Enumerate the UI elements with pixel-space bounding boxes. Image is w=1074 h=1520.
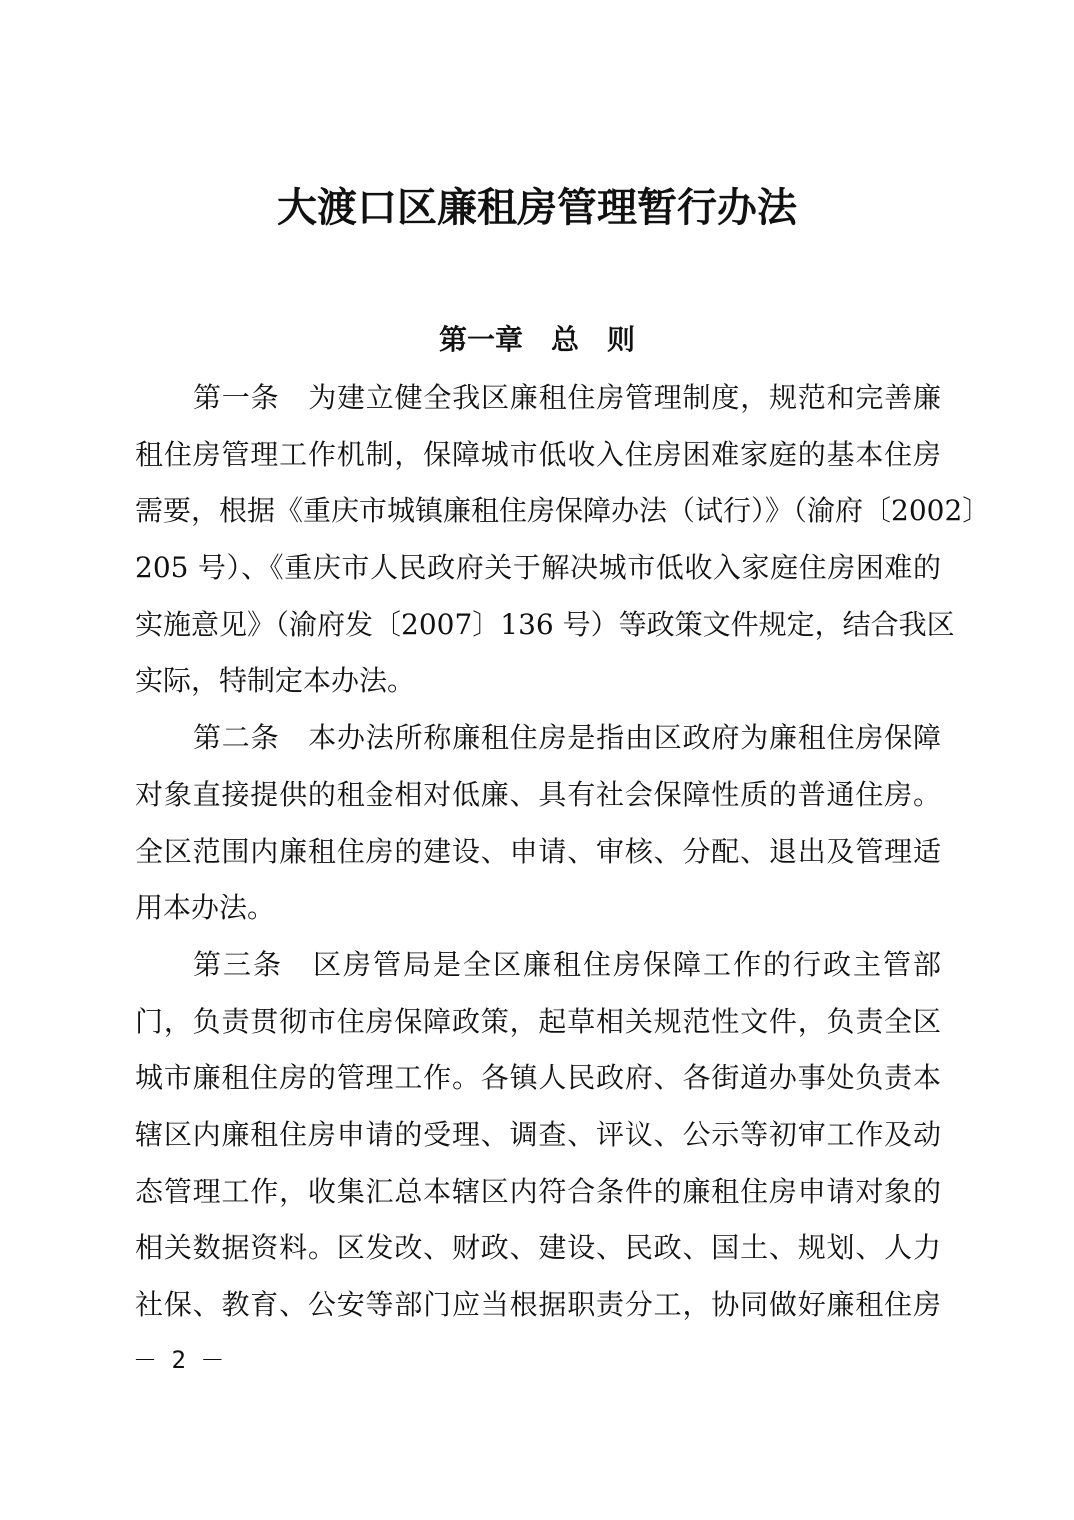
article-paragraph — [135, 714, 941, 941]
text-line: 门，负责贯彻市住房保障政策，起草相关规范性文件，负责全区 — [135, 1004, 941, 1038]
text-line: 社保、教育、公安等部门应当根据职责分工，协同做好廉租住房 — [135, 1288, 941, 1321]
text-line: 实际，特制定本办法。 — [135, 664, 416, 698]
text-line: 第三条 区房管局是全区廉租住房保障工作的行政主管部 — [193, 947, 941, 981]
article-paragraph — [135, 374, 991, 714]
text-line: 用本办法。 — [135, 891, 276, 925]
document-body — [135, 374, 991, 1338]
text-line: 相关数据资料。区发改、财政、建设、民政、国土、规划、人力 — [135, 1231, 941, 1265]
document-title: 大渡口区廉租房管理暂行办法 — [277, 184, 797, 231]
text-line: 第一条 为建立健全我区廉租住房管理制度，规范和完善廉 — [193, 381, 941, 414]
text-line: 租住房管理工作机制，保障城市低收入住房困难家庭的基本住房 — [135, 437, 941, 471]
text-line: 第二条 本办法所称廉租住房是指由区政府为廉租住房保障 — [193, 721, 941, 755]
chapter-heading: 第一章 总 则 — [438, 323, 635, 356]
text-line: 全区范围内廉租住房的建设、申请、审核、分配、退出及管理适 — [135, 834, 941, 868]
text-line: 对象直接提供的租金相对低廉、具有社会保障性质的普通住房。 — [135, 777, 941, 811]
text-line: 205 号）、《重庆市人民政府关于解决城市低收入家庭住房困难的 — [135, 551, 941, 585]
text-line: 辖区内廉租住房申请的受理、调查、评议、公示等初审工作及动 — [135, 1117, 941, 1151]
text-line: 态管理工作，收集汇总本辖区内符合条件的廉租住房申请对象的 — [135, 1174, 941, 1208]
article-paragraph — [135, 941, 941, 1338]
text-line: 实施意见》（渝府发〔2007〕136 号）等政策文件规定，结合我区 — [135, 607, 955, 641]
page-number: － 2 － — [133, 1346, 225, 1374]
text-line: 需要，根据《重庆市城镇廉租住房保障办法（试行）》（渝府〔2002〕 — [135, 494, 991, 528]
text-line: 城市廉租住房的管理工作。各镇人民政府、各街道办事处负责本 — [135, 1061, 941, 1095]
